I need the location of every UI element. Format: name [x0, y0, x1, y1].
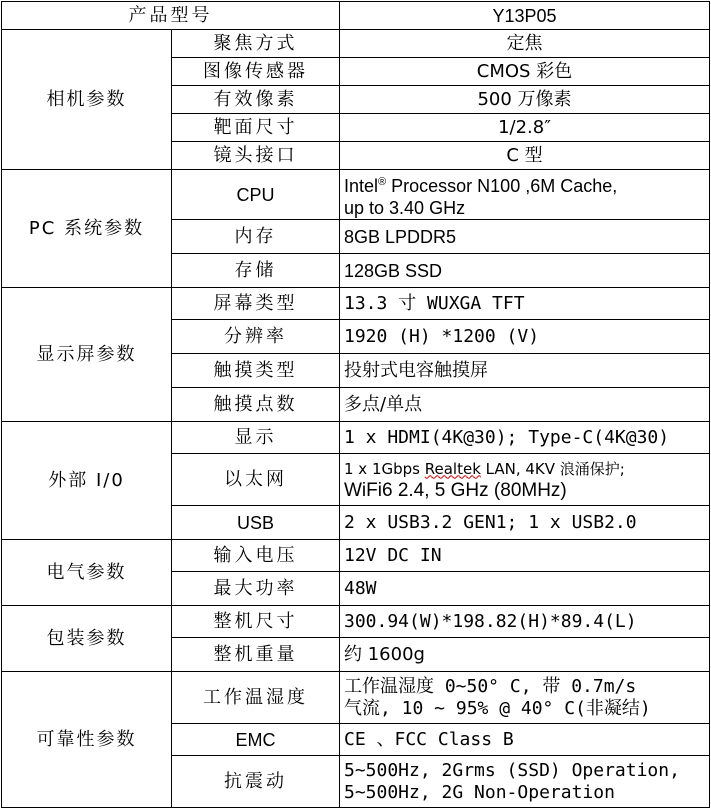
row-value: 12V DC IN	[340, 540, 710, 572]
row-label: CPU	[172, 170, 340, 220]
table-row	[2, 422, 710, 454]
model-label: 产品型号	[2, 2, 340, 30]
model-value: Y13P05	[340, 2, 710, 30]
category-external-io: 外部 I/0	[2, 422, 172, 540]
category-electrical: 电气参数	[2, 540, 172, 606]
row-label: 分辨率	[172, 320, 340, 354]
row-value: 48W	[340, 572, 710, 606]
row-label: 以太网	[172, 454, 340, 506]
category-packaging: 包装参数	[2, 606, 172, 672]
row-value: 1920 (H) *1200 (V)	[340, 320, 710, 354]
row-value: 5~500Hz, 2Grms (SSD) Operation, 5~500Hz, 2G Non-Operation	[340, 756, 710, 808]
row-label: 工作温湿度	[172, 672, 340, 724]
row-value: 128GB SSD	[340, 254, 710, 288]
category-pc-system: PC 系统参数	[2, 170, 172, 288]
row-label: 有效像素	[172, 86, 340, 114]
category-camera: 相机参数	[2, 30, 172, 170]
table-row	[2, 30, 710, 58]
row-label: 镜头接口	[172, 142, 340, 170]
row-value: CMOS 彩色	[340, 58, 710, 86]
spec-table	[1, 1, 710, 808]
table-row	[2, 288, 710, 320]
row-label: 整机尺寸	[172, 606, 340, 638]
row-value: 工作温湿度 0~50° C, 带 0.7m/s 气流, 10 ~ 95% @ 40° C(非凝结)	[340, 672, 710, 724]
row-label: 显示	[172, 422, 340, 454]
row-value: 投射式电容触摸屏	[340, 354, 710, 388]
row-value: 500 万像素	[340, 86, 710, 114]
row-value: 1 x 1Gbps Realtek LAN, 4KV 浪涌保护; WiFi6 2.4, 5 GHz (80MHz)	[340, 454, 710, 506]
row-value: CE 、FCC Class B	[340, 724, 710, 756]
row-value: 2 x USB3.2 GEN1; 1 x USB2.0	[340, 506, 710, 540]
category-display: 显示屏参数	[2, 288, 172, 422]
row-label: 最大功率	[172, 572, 340, 606]
row-label: 内存	[172, 220, 340, 254]
row-label: 屏幕类型	[172, 288, 340, 320]
table-row	[2, 540, 710, 572]
category-reliability: 可靠性参数	[2, 672, 172, 808]
table-row	[2, 170, 710, 220]
row-value: 1/2.8″	[340, 114, 710, 142]
row-value: 定焦	[340, 30, 710, 58]
row-label: 存储	[172, 254, 340, 288]
row-label: 触摸点数	[172, 388, 340, 422]
row-value: Intel® Processor N100 ,6M Cache, up to 3.40 GHz	[340, 170, 710, 220]
row-value: C 型	[340, 142, 710, 170]
row-value: 多点/单点	[340, 388, 710, 422]
table-row	[2, 606, 710, 638]
table-row	[2, 672, 710, 724]
row-label: 输入电压	[172, 540, 340, 572]
row-label: 靶面尺寸	[172, 114, 340, 142]
row-label: USB	[172, 506, 340, 540]
row-value: 13.3 寸 WUXGA TFT	[340, 288, 710, 320]
row-label: 触摸类型	[172, 354, 340, 388]
row-label: 聚焦方式	[172, 30, 340, 58]
row-label: 图像传感器	[172, 58, 340, 86]
row-label: 整机重量	[172, 638, 340, 672]
row-value: 1 x HDMI(4K@30); Type-C(4K@30)	[340, 422, 710, 454]
row-value: 300.94(W)*198.82(H)*89.4(L)	[340, 606, 710, 638]
header-row	[2, 2, 710, 30]
row-label: 抗震动	[172, 756, 340, 808]
row-value: 8GB LPDDR5	[340, 220, 710, 254]
row-label: EMC	[172, 724, 340, 756]
row-value: 约 1600g	[340, 638, 710, 672]
